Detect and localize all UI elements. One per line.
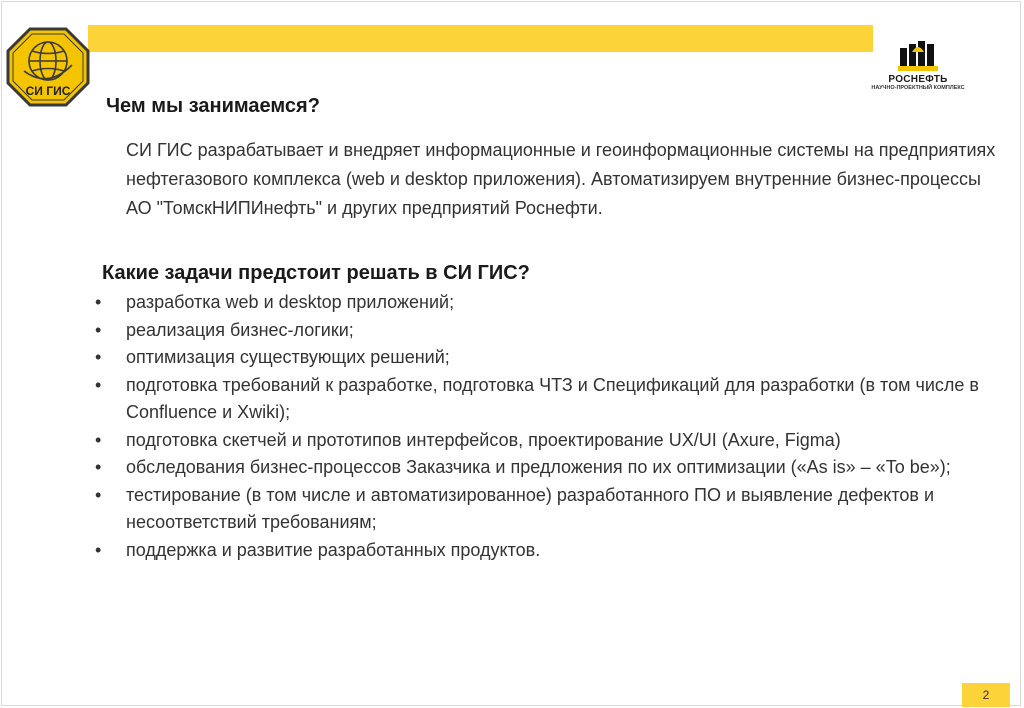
list-item [92,427,1002,455]
list-item-text: подготовка требований к разработке, подготовка ЧТЗ и Спецификаций для разработки (в том числе в Confluence и Xwiki); [126,374,979,422]
bullet-icon: • [95,429,102,450]
list-item [92,454,1002,482]
list-item-text: реализация бизнес-логики; [126,319,354,340]
list-item [92,344,1002,372]
list-item-text: обследования бизнес-процессов Заказчика и предложения по их оптимизации («As is» – «To be»); [126,457,951,477]
bullet-icon: • [95,374,102,395]
list-item [92,317,1002,345]
list-item [92,482,1002,537]
list-item-text: тестирование (в том числе и автоматизированное) разработанного ПО и выявление дефектов и несоответствий требованиям; [126,484,934,532]
list-item-text: оптимизация существующих решений; [126,347,450,367]
list-item-text: подготовка скетчей и прототипов интерфейсов, проектирование UX/UI (Axure, Figma) [126,429,841,450]
list-item-text: разработка web и desktop приложений; [126,292,455,312]
rosneft-logo [870,40,966,108]
list-item [92,372,1002,427]
brand-subtitle: НАУЧНО-ПРОЕКТНЫЙ КОМПЛЕКС [871,85,965,91]
page-number: 2 [962,683,1010,707]
bullet-icon: • [95,457,102,477]
si-gis-logo [6,27,90,107]
logo-left-text: СИ ГИС [25,84,71,98]
bullet-icon: • [95,484,102,505]
rosneft-emblem-icon [898,40,938,72]
bullet-icon: • [95,347,102,367]
intro-paragraph: СИ ГИС разрабатывает и внедряет информационные и геоинформационные системы на предприятиях нефтегазового комплекса (web и desktop приложения). Автоматизируем внутренние бизнес-процессы АО "ТомскНИПИнефть" и других предприятий Роснефти. [126,140,996,218]
section-heading-tasks: Какие задачи предстоит решать в СИ ГИС? [102,262,530,284]
list-item [92,289,1002,317]
bullet-icon: • [95,539,102,560]
list-item [92,537,1002,565]
header-accent-bar [88,25,873,52]
section-heading-what-we-do: Чем мы занимаемся? [106,95,320,117]
brand-name: РОСНЕФТЬ [888,74,948,85]
bullet-icon: • [95,292,102,312]
task-list [92,289,1002,564]
list-item-text: поддержка и развитие разработанных продуктов. [126,539,541,560]
bullet-icon: • [95,319,102,340]
